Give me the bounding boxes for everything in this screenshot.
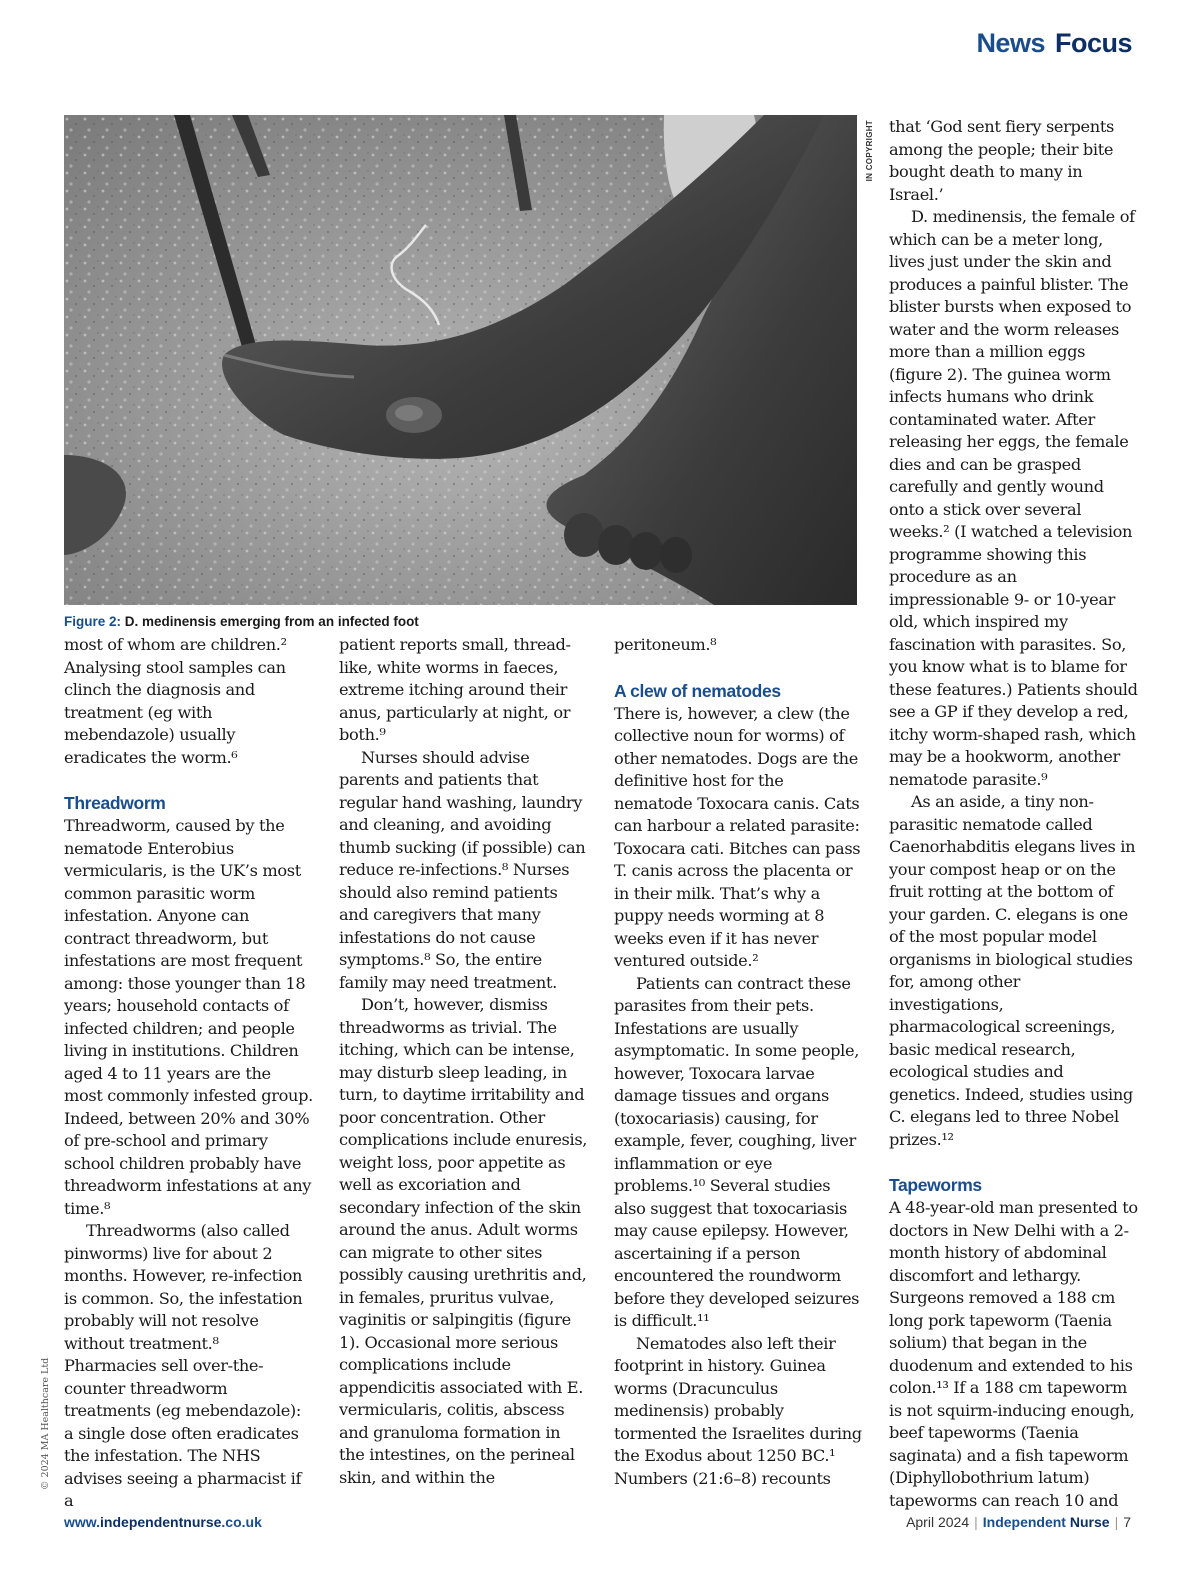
paragraph: There is, however, a clew (the collective noun for worms) of other nematodes. Dogs are the definitive host for the nematode Toxocara canis. Cats can harbour a related parasite: Toxocara cati. Bitches can pass T. canis across the placenta or in their milk. That’s why a puppy needs worming at 8 weeks even if it has never ventured outside.²	[614, 703, 861, 970]
footer-issue-info	[906, 1514, 1131, 1530]
magazine-name-b: Nurse	[1069, 1514, 1110, 1530]
subsection-label: Focus	[1054, 28, 1132, 58]
magazine-name-a: Independent	[982, 1514, 1066, 1530]
text-column-2	[339, 634, 589, 1489]
figure-label: Figure 2:	[64, 614, 122, 629]
url-prefix: www.	[64, 1514, 101, 1530]
url-suffix: .co.uk	[221, 1514, 262, 1530]
figure-caption	[64, 614, 419, 629]
url-brand: independentnurse	[100, 1514, 222, 1530]
paragraph: Don’t, however, dismiss threadworms as trivial. The itching, which can be intense, may disturb sleep leading, in turn, to daytime irritability and poor concentration. Other complications include enuresis, weight loss, poor appetite as well as excoriation and secondary infection of the skin around the anus. Adult worms can migrate to other sites possibly causing urethritis and, in females, pruritus vulvae, vaginitis or salpingitis (figure 1). Occasional more serious complications include appendicitis associated with E. vermicularis, colitis, abscess and granuloma formation in the intestines, on the perineal skin, and within the	[339, 995, 588, 1487]
paragraph: As an aside, a tiny non-parasitic nematode called Caenorhabditis elegans lives in your compost heap or on the fruit rotting at the bottom of your garden. C. elegans is one of the most popular model organisms in biological studies for, among other investigations, pharmacological screenings, basic medical research, ecological studies and genetics. Indeed, studies using C. elegans led to three Nobel prizes.¹²	[889, 792, 1136, 1149]
text-column-3	[614, 634, 864, 1490]
side-copyright: © 2024 MA Healthcare Ltd	[40, 1357, 51, 1490]
page-number: 7	[1123, 1514, 1131, 1530]
paragraph: A 48-year-old man presented to doctors in New Delhi with a 2-month history of abdominal discomfort and lethargy. Surgeons removed a 188 cm long pork tapeworm (Taenia solium) that began in the duodenum and extended to his colon.¹³ If a 188 cm tapeworm is not squirm-inducing enough, beef tapeworms (Taenia saginata) and a fish tapeworm (Diphyllobothrium latum) tapeworms can reach 10 and	[889, 1198, 1138, 1510]
text-column-1	[64, 634, 314, 1513]
foot-photo-illustration	[64, 115, 857, 605]
footer-divider: |	[974, 1514, 978, 1530]
paragraph: patient reports small, thread-like, white worms in faeces, extreme itching around their anus, particularly at night, or both.⁹	[339, 635, 571, 744]
paragraph: Threadworms (also called pinworms) live for about 2 months. However, re-infection is common. So, the infestation probably will not resolve without treatment.⁸ Pharmacies sell over-the-counter threadworm treatments (eg mebendazole): a single dose often eradicates the infestation. The NHS advises seeing a pharmacist if a	[64, 1221, 303, 1510]
text-column-4	[889, 116, 1139, 1512]
paragraph: D. medinensis, the female of which can be a meter long, lives just under the skin and produces a painful blister. The blister bursts when exposed to water and the worm releases more than a million eggs (figure 2). The guinea worm infects humans who drink contaminated water. After releasing her eggs, the female dies and can be grasped carefully and gently wound onto a stick over several weeks.² (I watched a television programme showing this procedure as an impressionable 9- or 10-year old, which inspired my fascination with parasites. So, you know what is to blame for these features.) Patients should see a GP if they develop a red, itchy worm-shaped rash, which may be a hookworm, another nematode parasite.⁹	[889, 207, 1138, 789]
paragraph: that ‘God sent fiery serpents among the people; their bite bought death to many in Israel.’	[889, 117, 1114, 204]
section-label: News	[976, 28, 1045, 58]
article-photo	[64, 115, 857, 605]
footer-url[interactable]	[64, 1514, 262, 1530]
footer-divider: |	[1114, 1514, 1119, 1530]
photo-credit: IN COPYRIGHT	[865, 120, 874, 182]
heading-threadworm: Threadworm	[64, 793, 166, 813]
section-header	[976, 28, 1132, 59]
paragraph: most of whom are children.² Analysing stool samples can clinch the diagnosis and treatment (eg with mebendazole) usually eradicates the worm.⁶	[64, 635, 287, 767]
issue-date: April 2024	[906, 1514, 970, 1530]
heading-clew-of-nematodes: A clew of nematodes	[614, 680, 781, 701]
heading-tapeworms: Tapeworms	[889, 1175, 982, 1195]
paragraph: Patients can contract these parasites from their pets. Infestations are usually asymptomatic. In some people, however, Toxocara larvae damage tissues and organs (toxocariasis) causing, for example, fever, coughing, liver inflammation or eye problems.¹⁰ Several studies also suggest that toxocariasis may cause epilepsy. However, ascertaining if a person encountered the roundworm before they developed seizures is difficult.¹¹	[614, 973, 860, 1330]
figure-caption-text: D. medinensis emerging from an infected foot	[121, 614, 419, 629]
paragraph: peritoneum.⁸	[614, 635, 717, 654]
paragraph: Threadworm, caused by the nematode Enterobius vermicularis, is the UK’s most common parasitic worm infestation. Anyone can contract threadworm, but infestations are most frequent among: those younger than 18 years; household contacts of infected children; and people living in institutions. Children aged 4 to 11 years are the most commonly infested group. Indeed, between 20% and 30% of pre-school and primary school children probably have threadworm infestations at any time.⁸	[64, 816, 313, 1218]
paragraph: Nurses should advise parents and patients that regular hand washing, laundry and cleaning, and avoiding thumb sucking (if possible) can reduce re-infections.⁸ Nurses should also remind patients and caregivers that many infestations do not cause symptoms.⁸ So, the entire family may need treatment.	[339, 747, 586, 992]
paragraph: Nematodes also left their footprint in history. Guinea worms (Dracunculus medinensis) probably tormented the Israelites during the Exodus about 1250 BC.¹ Numbers (21:6–8) recounts	[614, 1333, 862, 1488]
